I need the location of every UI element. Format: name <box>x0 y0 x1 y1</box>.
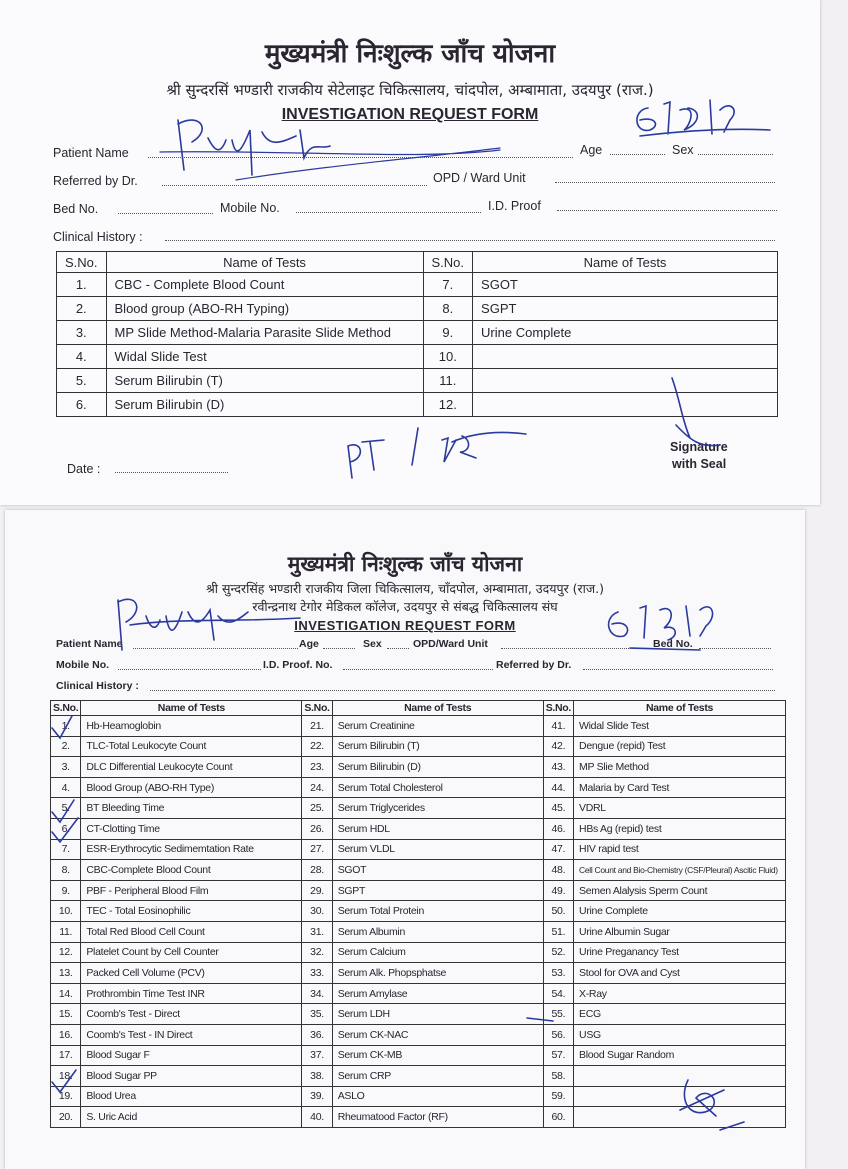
test-name-cell[interactable]: Serum Creatinine <box>332 716 543 737</box>
test-name-cell[interactable]: ESR-Erythrocytic Sedimemtation Rate <box>81 839 302 860</box>
serial-number-cell: 19. <box>51 1086 81 1107</box>
serial-number-cell: 56. <box>543 1024 573 1045</box>
table-row <box>57 273 778 297</box>
serial-number-cell: 8. <box>51 860 81 881</box>
serial-number-cell: 11. <box>51 921 81 942</box>
date-field[interactable] <box>115 472 228 473</box>
serial-number-cell: 9. <box>423 321 473 345</box>
test-name-cell[interactable]: TLC-Total Leukocyte Count <box>81 736 302 757</box>
test-name-cell[interactable]: X-Ray <box>574 983 786 1004</box>
test-name-cell[interactable] <box>574 1107 786 1128</box>
date-label: Date : <box>67 462 101 476</box>
table-row <box>51 736 786 757</box>
test-name-cell[interactable]: Widal Slide Test <box>106 345 423 369</box>
test-name-cell[interactable]: Serum Bilirubin (D) <box>332 757 543 778</box>
test-name-cell[interactable]: Stool for OVA and Cyst <box>574 963 786 984</box>
serial-number-cell: 51. <box>543 921 573 942</box>
test-name-cell[interactable]: ECG <box>574 1004 786 1025</box>
table-row <box>51 798 786 819</box>
hospital-line-1: श्री सुन्दरसिंह भण्डारी राजकीय जिला चिकित्सालय, चाँदपोल, अम्बामाता, उदयपुर (राज.) <box>205 581 605 596</box>
test-name-cell[interactable]: VDRL <box>574 798 786 819</box>
test-name-cell[interactable]: Blood Sugar Random <box>574 1045 786 1066</box>
test-name-cell[interactable]: ASLO <box>332 1086 543 1107</box>
serial-number-cell: 40. <box>302 1107 332 1128</box>
serial-number-cell: 1. <box>51 716 81 737</box>
test-name-cell[interactable]: Prothrombin Time Test INR <box>81 983 302 1004</box>
serial-number-cell: 6. <box>51 818 81 839</box>
table-row <box>57 369 778 393</box>
test-name-cell[interactable]: Blood Sugar PP <box>81 1066 302 1087</box>
clinical-history-field[interactable] <box>150 690 775 691</box>
serial-number-cell: 22. <box>302 736 332 757</box>
bed-no-field[interactable] <box>699 648 771 649</box>
serial-number-cell: 6. <box>57 393 107 417</box>
test-name-cell[interactable]: Widal Slide Test <box>574 716 786 737</box>
test-name-cell[interactable]: Serum Total Cholesterol <box>332 777 543 798</box>
id-proof-label: I.D. Proof. No. <box>263 659 333 671</box>
table-row <box>51 1107 786 1128</box>
serial-number-cell: 2. <box>57 297 107 321</box>
test-name-header: Name of Tests <box>473 252 778 273</box>
serial-number-cell: 33. <box>302 963 332 984</box>
serial-number-cell: 12. <box>51 942 81 963</box>
test-name-cell[interactable]: Semen Alalysis Sperm Count <box>574 880 786 901</box>
test-name-cell[interactable]: SGPT <box>473 297 778 321</box>
test-name-cell[interactable]: MP Slie Method <box>574 757 786 778</box>
serial-number-cell: 1. <box>57 273 107 297</box>
opd-ward-label: OPD/Ward Unit <box>413 638 488 650</box>
serial-number-cell: 25. <box>302 798 332 819</box>
table-row <box>51 880 786 901</box>
serial-number-cell: 5. <box>51 798 81 819</box>
test-name-cell[interactable]: Blood Sugar F <box>81 1045 302 1066</box>
test-name-cell[interactable] <box>473 345 778 369</box>
test-name-cell[interactable]: Dengue (repid) Test <box>574 736 786 757</box>
test-name-cell[interactable] <box>574 1086 786 1107</box>
bed-no-field[interactable] <box>118 213 213 214</box>
age-field[interactable] <box>323 648 355 649</box>
serial-number-cell: 45. <box>543 798 573 819</box>
test-name-cell[interactable]: CBC - Complete Blood Count <box>106 273 423 297</box>
age-field[interactable] <box>610 154 665 155</box>
table-row <box>51 901 786 922</box>
test-name-cell[interactable]: SGPT <box>332 880 543 901</box>
test-name-cell[interactable] <box>473 393 778 417</box>
serial-number-cell: 35. <box>302 1004 332 1025</box>
serial-number-cell: 60. <box>543 1107 573 1128</box>
serial-number-cell: 3. <box>57 321 107 345</box>
sno-header: S.No. <box>543 701 573 716</box>
test-name-cell[interactable]: SGOT <box>473 273 778 297</box>
sno-header: S.No. <box>57 252 107 273</box>
test-name-cell[interactable]: Hb-Heamoglobin <box>81 716 302 737</box>
referred-by-field[interactable] <box>583 669 773 670</box>
investigation-form-bottom <box>5 510 805 1169</box>
test-name-cell[interactable]: Serum Calcium <box>332 942 543 963</box>
scheme-title: मुख्यमंत्री निःशुल्क जाँच योजना <box>264 39 556 69</box>
table-row <box>51 818 786 839</box>
serial-number-cell: 10. <box>423 345 473 369</box>
serial-number-cell: 18. <box>51 1066 81 1087</box>
test-name-header: Name of Tests <box>574 701 786 716</box>
bed-no-label: Bed No. <box>653 638 693 650</box>
serial-number-cell: 27. <box>302 839 332 860</box>
table-header-row <box>57 252 778 273</box>
test-name-cell[interactable]: HIV rapid test <box>574 839 786 860</box>
test-name-cell[interactable]: Serum Total Protein <box>332 901 543 922</box>
patient-name-label: Patient Name <box>56 638 123 650</box>
serial-number-cell: 16. <box>51 1024 81 1045</box>
test-name-cell[interactable]: Serum CK-MB <box>332 1045 543 1066</box>
serial-number-cell: 55. <box>543 1004 573 1025</box>
serial-number-cell: 7. <box>423 273 473 297</box>
serial-number-cell: 41. <box>543 716 573 737</box>
serial-number-cell: 59. <box>543 1086 573 1107</box>
clinical-history-label: Clinical History : <box>56 680 139 692</box>
test-name-cell[interactable]: Total Red Blood Cell Count <box>81 921 302 942</box>
hospital-line-2: रवीन्द्रनाथ टेगोर मेडिकल कॉलेज, उदयपुर से संबद्ध चिकित्सालय संघ <box>252 599 558 614</box>
test-name-cell[interactable]: Malaria by Card Test <box>574 777 786 798</box>
test-name-cell[interactable]: Coomb's Test - Direct <box>81 1004 302 1025</box>
opd-ward-field[interactable] <box>501 648 651 649</box>
test-name-cell[interactable]: Urine Complete <box>574 901 786 922</box>
table-row <box>51 942 786 963</box>
serial-number-cell: 38. <box>302 1066 332 1087</box>
patient-name-field[interactable] <box>133 648 298 649</box>
tests-table <box>50 700 786 1128</box>
clinical-history-field[interactable] <box>165 240 775 241</box>
test-name-cell[interactable]: Urine Complete <box>473 321 778 345</box>
test-name-cell[interactable] <box>574 1066 786 1087</box>
test-name-cell[interactable] <box>473 369 778 393</box>
signature-label: Signature <box>670 440 728 454</box>
test-name-cell[interactable]: MP Slide Method-Malaria Parasite Slide Method <box>106 321 423 345</box>
serial-number-cell: 8. <box>423 297 473 321</box>
test-name-cell[interactable]: SGOT <box>332 860 543 881</box>
test-name-cell[interactable]: Packed Cell Volume (PCV) <box>81 963 302 984</box>
table-row <box>57 345 778 369</box>
hospital-name: श्री सुन्दरसिं भण्डारी राजकीय सेटेलाइट चिकित्सालय, चांदपोल, अम्बामाता, उदयपुर (राज.) <box>166 81 654 99</box>
sex-label: Sex <box>672 143 694 157</box>
test-name-cell[interactable]: Serum Bilirubin (D) <box>106 393 423 417</box>
serial-number-cell: 49. <box>543 880 573 901</box>
serial-number-cell: 52. <box>543 942 573 963</box>
serial-number-cell: 34. <box>302 983 332 1004</box>
table-row <box>57 297 778 321</box>
table-row <box>51 1045 786 1066</box>
sex-field[interactable] <box>698 154 773 155</box>
serial-number-cell: 13. <box>51 963 81 984</box>
serial-number-cell: 5. <box>57 369 107 393</box>
table-row <box>51 921 786 942</box>
table-row <box>51 777 786 798</box>
serial-number-cell: 43. <box>543 757 573 778</box>
test-name-cell[interactable]: Rheumatood Factor (RF) <box>332 1107 543 1128</box>
table-header-row <box>51 701 786 716</box>
id-proof-label: I.D. Proof <box>488 199 541 213</box>
table-row <box>51 860 786 881</box>
age-label: Age <box>299 638 319 650</box>
serial-number-cell: 4. <box>57 345 107 369</box>
investigation-form-top <box>0 0 820 505</box>
patient-name-label: Patient Name <box>53 146 129 160</box>
test-name-cell[interactable]: Coomb's Test - IN Direct <box>81 1024 302 1045</box>
sno-header: S.No. <box>423 252 473 273</box>
test-name-cell[interactable]: Serum CRP <box>332 1066 543 1087</box>
test-name-cell[interactable]: USG <box>574 1024 786 1045</box>
test-name-cell[interactable]: TEC - Total Eosinophilic <box>81 901 302 922</box>
serial-number-cell: 9. <box>51 880 81 901</box>
test-name-cell[interactable]: S. Uric Acid <box>81 1107 302 1128</box>
test-name-cell[interactable]: Urine Preganancy Test <box>574 942 786 963</box>
serial-number-cell: 15. <box>51 1004 81 1025</box>
serial-number-cell: 28. <box>302 860 332 881</box>
test-name-cell[interactable]: DLC Differential Leukocyte Count <box>81 757 302 778</box>
referred-by-label: Referred by Dr. <box>53 174 138 188</box>
serial-number-cell: 50. <box>543 901 573 922</box>
test-name-cell[interactable]: Urine Albumin Sugar <box>574 921 786 942</box>
form-title: INVESTIGATION REQUEST FORM <box>294 618 516 633</box>
bed-no-label: Bed No. <box>53 202 99 216</box>
table-row <box>51 1086 786 1107</box>
test-name-header: Name of Tests <box>106 252 423 273</box>
test-name-cell[interactable]: HBs Ag (repid) test <box>574 818 786 839</box>
test-name-cell[interactable]: Serum Alk. Phopsphatse <box>332 963 543 984</box>
serial-number-cell: 17. <box>51 1045 81 1066</box>
mobile-no-label: Mobile No. <box>56 659 110 671</box>
table-row <box>51 983 786 1004</box>
id-proof-field[interactable] <box>557 210 777 211</box>
mobile-no-label: Mobile No. <box>220 201 280 215</box>
table-row <box>51 839 786 860</box>
serial-number-cell: 54. <box>543 983 573 1004</box>
serial-number-cell: 46. <box>543 818 573 839</box>
tests-table <box>56 251 778 417</box>
test-name-cell[interactable]: Serum VLDL <box>332 839 543 860</box>
test-name-cell[interactable]: Blood Urea <box>81 1086 302 1107</box>
serial-number-cell: 48. <box>543 860 573 881</box>
serial-number-cell: 10. <box>51 901 81 922</box>
serial-number-cell: 14. <box>51 983 81 1004</box>
table-row <box>57 321 778 345</box>
opd-ward-label: OPD / Ward Unit <box>433 171 526 185</box>
serial-number-cell: 21. <box>302 716 332 737</box>
serial-number-cell: 3. <box>51 757 81 778</box>
table-row <box>51 1024 786 1045</box>
test-name-cell[interactable]: CT-Clotting Time <box>81 818 302 839</box>
referred-by-field[interactable] <box>162 185 427 186</box>
serial-number-cell: 58. <box>543 1066 573 1087</box>
table-row <box>51 757 786 778</box>
serial-number-cell: 29. <box>302 880 332 901</box>
serial-number-cell: 20. <box>51 1107 81 1128</box>
test-name-cell[interactable]: BT Bleeding Time <box>81 798 302 819</box>
serial-number-cell: 31. <box>302 921 332 942</box>
mobile-no-field[interactable] <box>118 669 261 670</box>
table-row <box>51 1066 786 1087</box>
form-title: INVESTIGATION REQUEST FORM <box>281 106 539 123</box>
table-row <box>57 393 778 417</box>
serial-number-cell: 24. <box>302 777 332 798</box>
test-name-header: Name of Tests <box>81 701 302 716</box>
serial-number-cell: 36. <box>302 1024 332 1045</box>
test-name-cell[interactable]: Serum CK-NAC <box>332 1024 543 1045</box>
test-name-cell[interactable]: Serum Triglycerides <box>332 798 543 819</box>
test-name-cell[interactable]: PBF - Peripheral Blood Film <box>81 880 302 901</box>
serial-number-cell: 12. <box>423 393 473 417</box>
test-name-header: Name of Tests <box>332 701 543 716</box>
serial-number-cell: 23. <box>302 757 332 778</box>
clinical-history-label: Clinical History : <box>53 230 143 244</box>
id-proof-field[interactable] <box>343 669 493 670</box>
sex-label: Sex <box>363 638 382 650</box>
serial-number-cell: 42. <box>543 736 573 757</box>
referred-by-label: Referred by Dr. <box>496 659 572 671</box>
test-name-cell[interactable]: Blood group (ABO-RH Typing) <box>106 297 423 321</box>
sex-field[interactable] <box>387 648 409 649</box>
sno-header: S.No. <box>51 701 81 716</box>
test-name-cell[interactable]: Serum Albumin <box>332 921 543 942</box>
serial-number-cell: 11. <box>423 369 473 393</box>
test-name-cell[interactable]: Serum Bilirubin (T) <box>332 736 543 757</box>
serial-number-cell: 7. <box>51 839 81 860</box>
opd-ward-field[interactable] <box>555 182 775 183</box>
test-name-cell[interactable]: Cell Count and Bio-Chemistry (CSF/Pleural) Ascitic Fluid) <box>574 860 786 881</box>
serial-number-cell: 30. <box>302 901 332 922</box>
test-name-cell[interactable]: Platelet Count by Cell Counter <box>81 942 302 963</box>
serial-number-cell: 2. <box>51 736 81 757</box>
serial-number-cell: 32. <box>302 942 332 963</box>
mobile-no-field[interactable] <box>296 212 481 213</box>
serial-number-cell: 44. <box>543 777 573 798</box>
table-row <box>51 716 786 737</box>
serial-number-cell: 37. <box>302 1045 332 1066</box>
table-row <box>51 963 786 984</box>
serial-number-cell: 26. <box>302 818 332 839</box>
table-row <box>51 1004 786 1025</box>
serial-number-cell: 57. <box>543 1045 573 1066</box>
test-name-cell[interactable]: Serum Bilirubin (T) <box>106 369 423 393</box>
serial-number-cell: 47. <box>543 839 573 860</box>
test-name-cell[interactable]: Serum Amylase <box>332 983 543 1004</box>
patient-name-field[interactable] <box>148 157 573 158</box>
test-name-cell[interactable]: Serum HDL <box>332 818 543 839</box>
scheme-title: मुख्यमंत्री निःशुल्क जाँच योजना <box>287 552 523 576</box>
serial-number-cell: 39. <box>302 1086 332 1107</box>
test-name-cell[interactable]: CBC-Complete Blood Count <box>81 860 302 881</box>
sno-header: S.No. <box>302 701 332 716</box>
with-seal-label: with Seal <box>672 457 727 471</box>
serial-number-cell: 4. <box>51 777 81 798</box>
serial-number-cell: 53. <box>543 963 573 984</box>
test-name-cell[interactable]: Serum LDH <box>332 1004 543 1025</box>
test-name-cell[interactable]: Blood Group (ABO-RH Type) <box>81 777 302 798</box>
age-label: Age <box>580 143 603 157</box>
